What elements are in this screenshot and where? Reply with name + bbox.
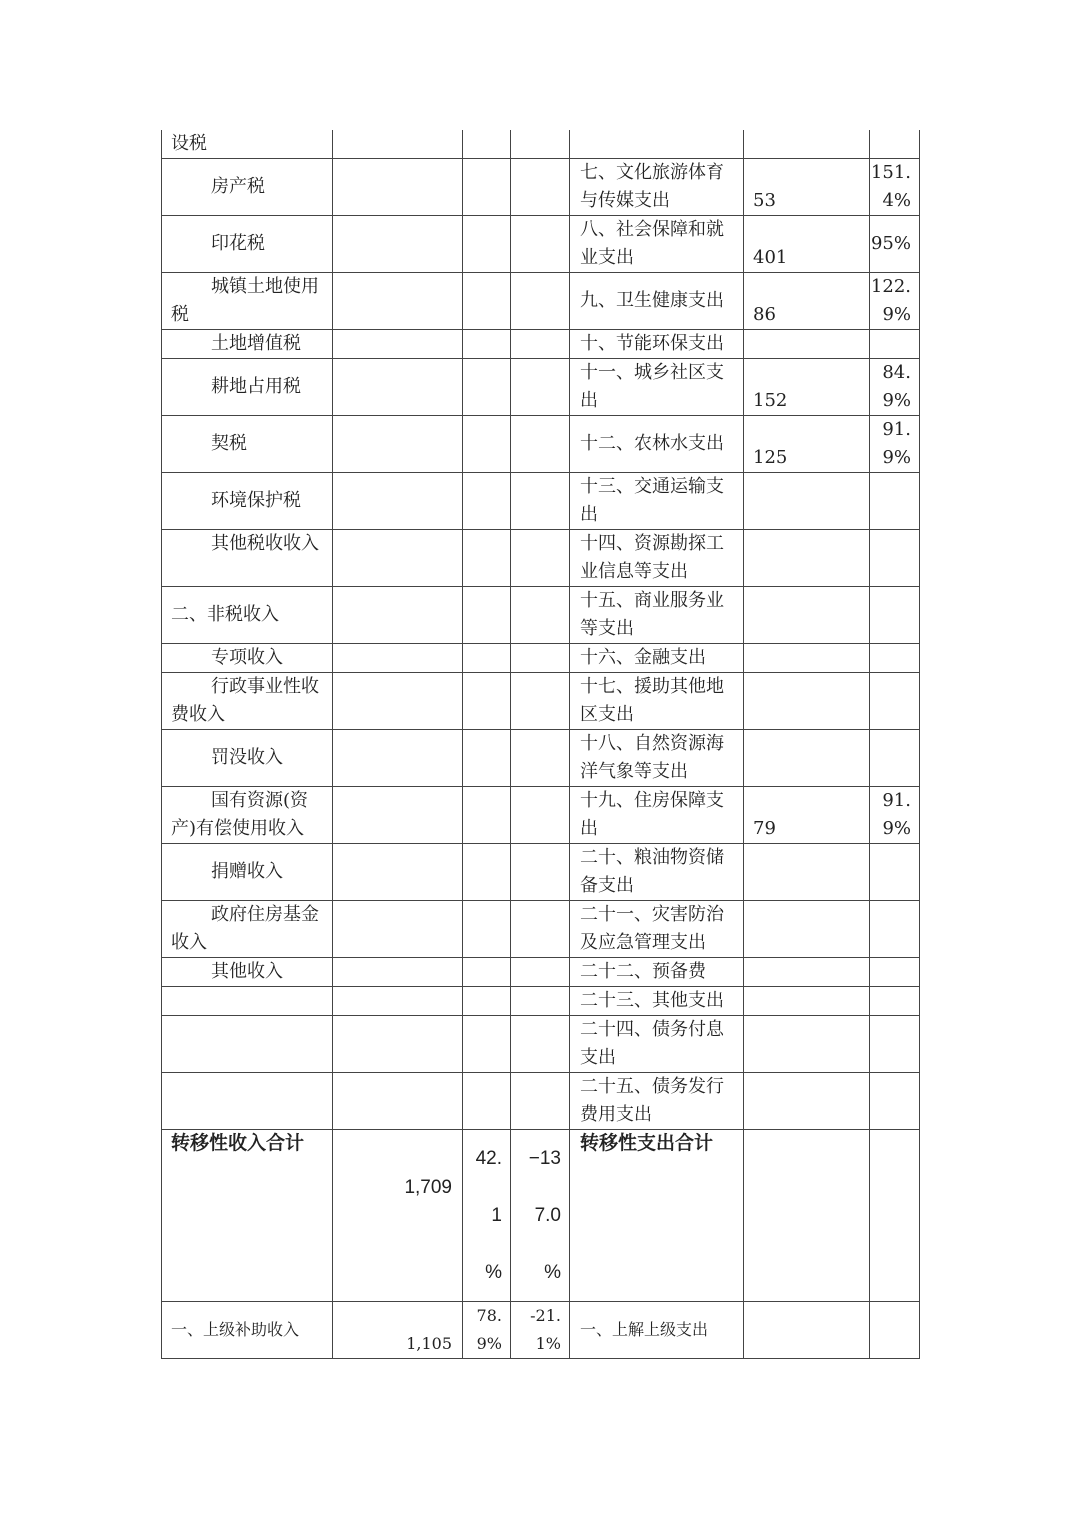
expense-percent: 151.4% [870, 162, 911, 211]
expense-label: 二十五、债务发行费用支出 [580, 1076, 724, 1125]
table-row [162, 730, 920, 787]
expense-percent: 91.9% [882, 419, 911, 468]
subsidy-change-part: 1% [535, 1334, 561, 1353]
table-row [162, 644, 920, 673]
expense-percent: 84.9% [882, 362, 911, 411]
expense-percent: 95% [870, 233, 911, 254]
transfer-percent-part: % [485, 1262, 502, 1283]
expense-label: 十、节能环保支出 [580, 333, 724, 354]
revenue-label: 设税 [171, 133, 207, 154]
table-row [162, 330, 920, 359]
expense-percent: 122.9% [870, 276, 911, 325]
expense-amount: 53 [753, 190, 776, 211]
table-row [162, 1073, 920, 1130]
subsidy-revenue-amount: 1,105 [406, 1334, 452, 1353]
table-row [162, 159, 920, 216]
expense-amount: 79 [753, 818, 776, 839]
revenue-label: 二、非税收入 [171, 604, 279, 625]
table-row [162, 844, 920, 901]
table-row [162, 587, 920, 644]
revenue-label: 其他收入 [211, 961, 283, 982]
revenue-label: 土地增值税 [211, 333, 301, 354]
table-row [162, 273, 920, 330]
revenue-label: 专项收入 [211, 647, 283, 668]
transfer-percent-part: 42. [475, 1148, 502, 1169]
expense-label: 十三、交通运输支出 [580, 476, 724, 525]
expense-label: 七、文化旅游体育与传媒支出 [580, 162, 724, 211]
expense-label: 十八、自然资源海洋气象等支出 [580, 733, 724, 782]
revenue-label: 行政事业性收费收入 [171, 676, 319, 725]
table-row [162, 130, 920, 159]
transfer-revenue-amount: 1,709 [404, 1177, 452, 1198]
expense-amount: 86 [753, 304, 776, 325]
table-row [162, 530, 920, 587]
expense-label: 十四、资源勘探工业信息等支出 [580, 533, 724, 582]
transfer-total-row [162, 1130, 920, 1302]
transfer-change-part: 7.0 [534, 1205, 561, 1226]
expense-amount: 152 [753, 390, 788, 411]
expense-percent: 91.9% [882, 790, 911, 839]
expense-label: 十九、住房保障支出 [580, 790, 724, 839]
table-row [162, 901, 920, 958]
table-row [162, 673, 920, 730]
transfer-expense-label: 转移性支出合计 [580, 1133, 714, 1154]
expense-label: 十七、援助其他地区支出 [580, 676, 724, 725]
revenue-label: 印花税 [211, 233, 265, 254]
revenue-label: 政府住房基金收入 [171, 904, 319, 953]
revenue-label: 城镇土地使用税 [171, 276, 319, 325]
expense-label: 十二、农林水支出 [580, 433, 724, 454]
table-row [162, 958, 920, 987]
subsidy-revenue-label: 一、上级补助收入 [171, 1320, 300, 1339]
revenue-label: 罚没收入 [211, 747, 283, 768]
expense-label: 九、卫生健康支出 [580, 290, 724, 311]
table-row [162, 359, 920, 416]
expense-label: 十一、城乡社区支出 [580, 362, 724, 411]
expense-label: 二十四、债务付息支出 [580, 1019, 724, 1068]
expense-label: 二十一、灾害防治及应急管理支出 [580, 904, 724, 953]
transfer-change-part: −13 [528, 1148, 561, 1169]
subsidy-expense-label: 一、上解上级支出 [580, 1320, 709, 1339]
expense-label: 二十二、预备费 [580, 961, 706, 982]
expense-amount: 401 [753, 247, 788, 268]
table-row [162, 216, 920, 273]
table-row [162, 473, 920, 530]
expense-label: 二十、粮油物资储备支出 [580, 847, 724, 896]
budget-table [161, 130, 920, 1359]
subsidy-row [162, 1302, 920, 1359]
expense-label: 八、社会保障和就业支出 [580, 219, 724, 268]
transfer-revenue-label: 转移性收入合计 [171, 1133, 305, 1154]
table-row [162, 416, 920, 473]
subsidy-change-part: -21. [530, 1306, 561, 1325]
expense-amount: 125 [753, 447, 788, 468]
expense-label: 二十三、其他支出 [580, 990, 724, 1011]
expense-label: 十五、商业服务业等支出 [580, 590, 724, 639]
table-row [162, 987, 920, 1016]
table-row [162, 787, 920, 844]
revenue-label: 耕地占用税 [211, 376, 301, 397]
revenue-label: 房产税 [211, 176, 265, 197]
table-row [162, 1016, 920, 1073]
subsidy-percent-part: 78. [476, 1306, 502, 1325]
subsidy-percent-part: 9% [476, 1334, 502, 1353]
revenue-label: 环境保护税 [211, 490, 301, 511]
transfer-percent-part: 1 [491, 1205, 502, 1226]
transfer-change-part: % [544, 1262, 561, 1283]
revenue-label: 其他税收收入 [211, 533, 319, 554]
revenue-label: 捐赠收入 [211, 861, 283, 882]
revenue-label: 契税 [211, 433, 247, 454]
expense-label: 十六、金融支出 [580, 647, 706, 668]
revenue-label: 国有资源(资产)有偿使用收入 [171, 790, 309, 839]
